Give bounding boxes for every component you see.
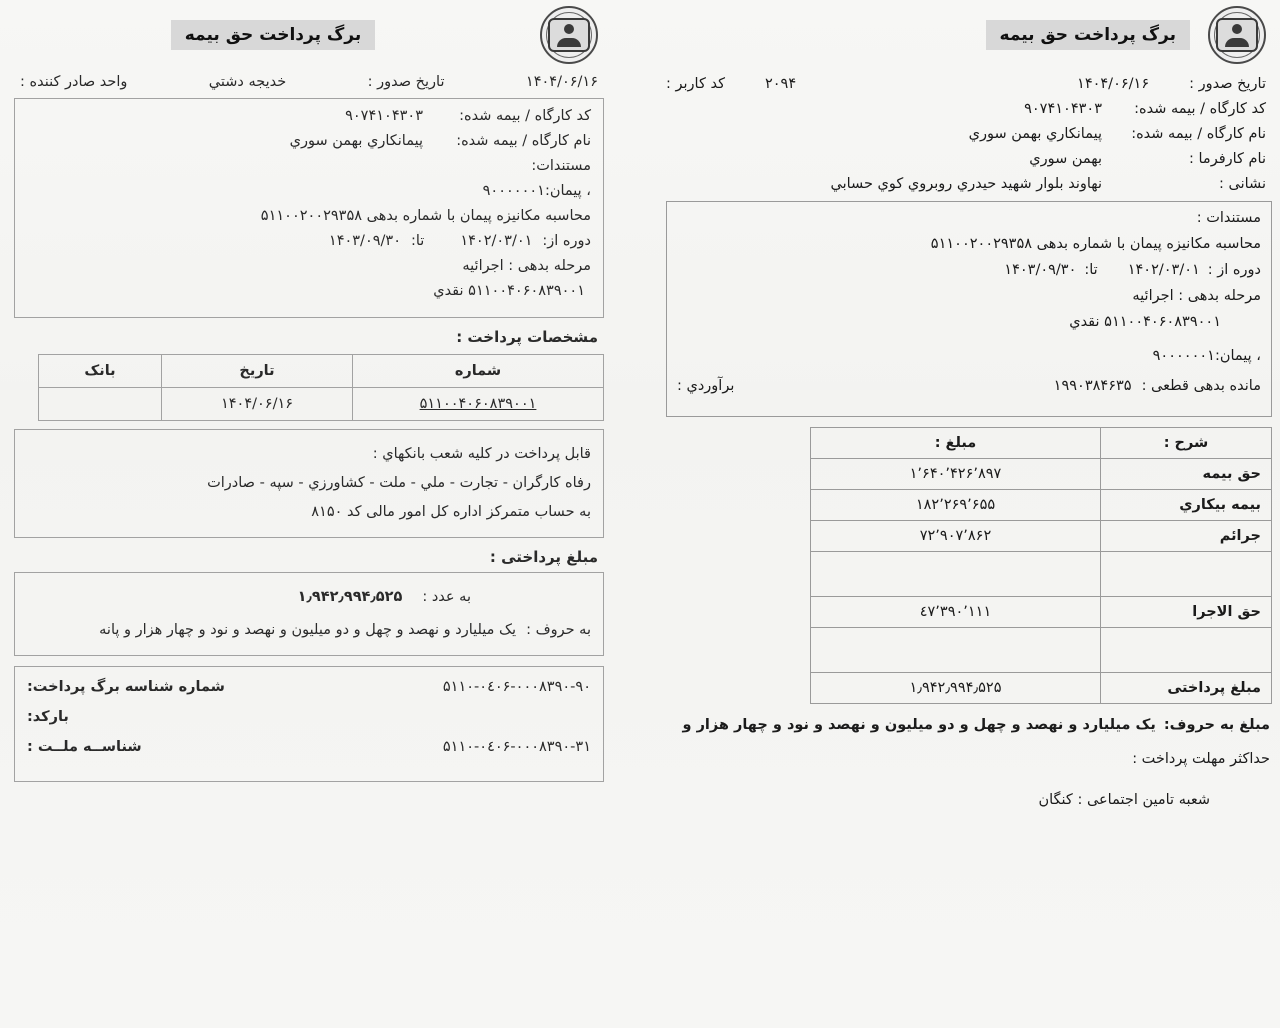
right-form-footer: [666, 710, 1272, 815]
left-issue-date-label: تاریخ صدور :: [367, 74, 445, 90]
bank-note-line2: رفاه کارگران - تجارت - ملي - ملت - کشاورزي - سپه - صادرات: [207, 475, 591, 491]
left-workshop-name-value: پیمانکاري بهمن سوري: [289, 133, 423, 149]
documents-line1: محاسبه مکانیزه پیمان با شماره بدهی ۵۱۱۰۰۲۰۰۲۹۳۵۸: [930, 236, 1261, 252]
left-documents-label: مستندات:: [531, 158, 591, 174]
left-period-from-value: ۱۴۰۲/۰۳/۰۱: [460, 233, 533, 249]
payment-identifier-value: ۵۱۱۰-۰٤۰۶-۰۰۰۸۳۹۰-۹۰: [442, 679, 591, 695]
documents-label: مستندات :: [1196, 210, 1261, 226]
contract-number: ، پیمان:۹۰۰۰۰۰۰۱: [1152, 348, 1261, 364]
left-issue-date-value: ۱۴۰۴/۰۶/۱۶: [525, 74, 598, 90]
payment-table-header-date: تاریخ: [162, 355, 353, 388]
payment-table-header-row: [39, 355, 604, 388]
bank-note-line1: قابل پرداخت در کلیه شعب بانکهاي :: [372, 446, 591, 462]
amount-table-row: [811, 673, 1272, 704]
payment-table-header-number: شماره: [353, 355, 604, 388]
amount-row-value: ۱۸۲٬۲۶۹٬۶۵۵: [811, 490, 1101, 521]
period-to-value: ۱۴۰۳/۰۹/۳۰: [1004, 262, 1077, 278]
payable-amount-box: [14, 572, 604, 656]
right-form-title: برگ پرداخت حق بیمه: [986, 20, 1190, 50]
amount-table-row: [811, 459, 1272, 490]
debt-stage-value: ۵۱۱۰۰۴۰۶۰۸۳۹۰۰۱ نقدي: [1069, 314, 1221, 330]
carryover-label: برآوردي :: [677, 378, 735, 394]
amount-row-desc: [1101, 552, 1272, 597]
period-to-label: تا:: [1084, 262, 1098, 278]
left-debt-stage-value: ۵۱۱۰۰۴۰۶۰۸۳۹۰۰۱ نقدي: [433, 283, 585, 299]
amount-table-header-desc: شرح :: [1101, 428, 1272, 459]
words-amount-label: مبلغ به حروف:: [1163, 717, 1270, 733]
workshop-name-label: نام کارگاه / بیمه شده:: [1131, 126, 1266, 142]
amount-row-desc: بیمه بیکاري: [1101, 490, 1272, 521]
workshop-code-value: ۹۰۷۴۱۰۴۳۰۳: [1024, 101, 1102, 117]
amount-row-value: ۱٬۶۴۰٬۴۲۶٬۸۹۷: [811, 459, 1101, 490]
amount-table-row: [811, 628, 1272, 673]
payment-section-title: مشخصات پرداخت :: [456, 328, 598, 346]
payment-form-original: [666, 4, 1272, 815]
address-label: نشانی :: [1218, 176, 1266, 192]
left-debt-stage-label: مرحله بدهی : اجرائیه: [462, 258, 591, 274]
amount-row-desc: مبلغ پرداختی: [1101, 673, 1272, 704]
address-value: نهاوند بلوار شهید حیدري روبروي کوي حسابي: [830, 176, 1102, 192]
left-form-subheader: [14, 74, 604, 90]
left-workshop-code-label: کد کارگاه / بیمه شده:: [459, 108, 591, 124]
branch-label: شعبه تامین اجتماعی :: [1077, 791, 1210, 808]
social-security-logo-icon: [1208, 6, 1266, 64]
debt-stage-label: مرحله بدهی : اجرائیه: [1132, 288, 1261, 304]
user-code-label: کد کاربر :: [666, 76, 725, 92]
amount-table: [810, 427, 1272, 704]
payment-form-copy: [14, 4, 604, 782]
left-contract-number: ، پیمان:۹۰۰۰۰۰۰۱: [482, 183, 591, 199]
left-period-from-label: دوره از:: [542, 233, 591, 249]
amount-row-value: [811, 552, 1101, 597]
employer-value: بهمن سوري: [1029, 151, 1102, 167]
final-debt-label: مانده بدهی قطعی :: [1141, 378, 1261, 394]
period-from-value: ۱۴۰۲/۰۳/۰۱: [1127, 262, 1200, 278]
right-form-documents-box: [666, 201, 1272, 417]
amount-table-row: [811, 552, 1272, 597]
payable-words-label: به حروف :: [526, 622, 591, 638]
right-form-meta: [666, 76, 1272, 92]
amount-table-row: [811, 490, 1272, 521]
amount-row-value: ۷۲٬۹۰۷٬۸۶۲: [811, 521, 1101, 552]
period-from-label: دوره از :: [1207, 262, 1261, 278]
branch-value: کنگان: [1038, 791, 1073, 808]
amount-row-desc: حق الاجرا: [1101, 597, 1272, 628]
issuer-unit-label: واحد صادر کننده :: [20, 74, 128, 90]
payment-table-header-bank: بانک: [39, 355, 162, 388]
final-debt-value: ۱۹۹۰۳۸۴۶۳۵: [1053, 378, 1132, 394]
payment-details-table: [38, 354, 604, 421]
payment-identifier-label: شماره شناسه برگ پرداخت:: [27, 679, 225, 695]
amount-table-row: [811, 597, 1272, 628]
left-period-to-label: تا:: [410, 233, 425, 249]
amount-row-value: ۱٫۹۴۲٫۹۹۴٫۵۲۵: [811, 673, 1101, 704]
melat-identifier-label: شناســه ملــت :: [27, 739, 142, 755]
left-form-title: برگ پرداخت حق بیمه: [171, 20, 375, 50]
right-form-identity: [666, 101, 1272, 192]
melat-identifier-value: ۵۱۱۰-۰٤۰۶-۰۰۰۸۳۹۰-۳۱: [442, 739, 591, 755]
payable-digits-label: به عدد :: [422, 589, 471, 605]
social-security-logo-icon-copy: [540, 6, 598, 64]
payment-deadline-label: حداکثر مهلت پرداخت :: [1132, 751, 1270, 768]
payable-digits-value: ۱٫۹۴۲٫۹۹۴٫۵۲۵: [297, 589, 403, 605]
bank-note-line3: به حساب متمرکز اداره کل امور مالی کد ۸۱۵۰: [311, 504, 591, 520]
amount-row-value: [811, 628, 1101, 673]
amount-table-row: [811, 521, 1272, 552]
left-period-to-value: ۱۴۰۳/۰۹/۳۰: [328, 233, 401, 249]
left-form-identity-box: [14, 98, 604, 318]
user-code-value: ۲۰۹۴: [764, 76, 797, 92]
issue-date-label: تاریخ صدور :: [1189, 76, 1266, 92]
barcode-label: بارکد:: [27, 709, 69, 725]
right-form-header: [666, 4, 1272, 66]
left-workshop-code-value: ۹۰۷۴۱۰۴۳۰۳: [345, 108, 423, 124]
left-documents-line1: محاسبه مکانیزه پیمان با شماره بدهی ۵۱۱۰۰۲۰۰۲۹۳۵۸: [260, 208, 591, 224]
amount-row-desc: جرائم: [1101, 521, 1272, 552]
amount-row-value: ٤٧٬٣٩٠٬١١١: [811, 597, 1101, 628]
left-form-header: [14, 4, 604, 66]
payment-row-bank: [39, 388, 162, 421]
payable-words-value: یک میلیارد و نهصد و چهل و دو میلیون و نهصد و نود و چهار هزار و پانه: [99, 622, 517, 638]
payable-title: مبلغ پرداختی :: [489, 548, 598, 566]
employer-label: نام کارفرما :: [1189, 151, 1266, 167]
payment-table-row: [39, 388, 604, 421]
issue-date-value: ۱۴۰۴/۰۶/۱۶: [1077, 76, 1150, 92]
amount-table-header-amount: مبلغ :: [811, 428, 1101, 459]
identifier-box: [14, 666, 604, 782]
amount-row-desc: [1101, 628, 1272, 673]
left-workshop-name-label: نام کارگاه / بیمه شده:: [456, 133, 591, 149]
words-amount-value: یک میلیارد و نهصد و چهل و دو میلیون و نهصد و نود و چهار هزار و: [682, 717, 1156, 733]
payment-row-date: ۱۴۰۴/۰۶/۱۶: [162, 388, 353, 421]
payment-row-number: ۵۱۱۰۰۴۰۶۰۸۳۹۰۰۱: [353, 388, 604, 421]
workshop-name-value: پیمانکاري بهمن سوري: [968, 126, 1102, 142]
amount-row-desc: حق بیمه: [1101, 459, 1272, 490]
amount-table-header-row: [811, 428, 1272, 459]
issuer-unit-value: خدیجه دشتي: [208, 74, 287, 90]
bank-note-box: [14, 429, 604, 538]
workshop-code-label: کد کارگاه / بیمه شده:: [1134, 101, 1266, 117]
